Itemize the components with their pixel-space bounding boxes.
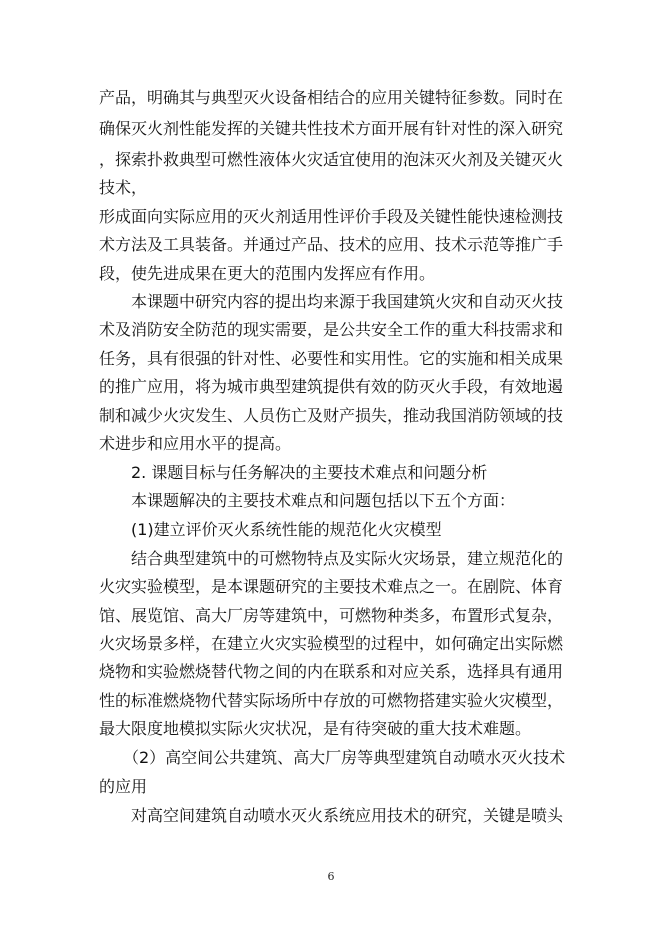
text-line-21: 烧物和实验燃烧替代物之间的内在联系和对应关系，选择具有通用: [99, 662, 564, 681]
text-line-26: 对高空间建筑自动喷水灭火系统应用技术的研究，关键是喷头: [99, 806, 564, 825]
text-line-7: 段，使先进成果在更大的范围内发挥应有作用。: [99, 264, 436, 283]
text-line-10: 任务，具有很强的针对性、必要性和实用性。它的实施和相关成果: [99, 349, 564, 368]
text-line-22: 性的标准燃烧物代替实际场所中存放的可燃物搭建实验火灾模型，: [99, 691, 564, 710]
subheading-2: （2）高空间公共建筑、高大厂房等典型建筑自动喷水灭火技术: [99, 748, 566, 767]
text-line-12: 制和减少火灾发生、人员伤亡及财产损失，推动我国消防领域的技: [99, 406, 564, 425]
text-line-13: 术进步和应用水平的提高。: [99, 434, 292, 453]
text-line-20: 火灾场景多样，在建立火灾实验模型的过程中，如何确定出实际燃: [99, 634, 564, 653]
text-line-8: 本课题中研究内容的提出均来源于我国建筑火灾和自动灭火技: [99, 292, 564, 311]
text-line-9: 术及消防安全防范的现实需要，是公共安全工作的重大科技需求和: [99, 320, 564, 339]
text-line-11: 的推广应用，将为城市典型建筑提供有效的防灭火手段，有效地遏: [99, 377, 564, 396]
text-line-18: 火灾实验模型，是本课题研究的主要技术难点之一。在剧院、体育: [99, 577, 564, 596]
text-line-5: 形成面向实际应用的灭火剂适用性评价手段及关键性能快速检测技: [99, 207, 564, 226]
section-heading-2: 2. 课题目标与任务解决的主要技术难点和问题分析: [99, 463, 488, 482]
text-line-15: 本课题解决的主要技术难点和问题包括以下五个方面：: [99, 491, 516, 510]
text-line-17: 结合典型建筑中的可燃物特点及实际火灾场景，建立规范化的: [99, 549, 564, 568]
subheading-1: (1)建立评价灭火系统性能的规范化火灾模型: [99, 520, 442, 539]
page-number: 6: [327, 870, 335, 883]
text-line-2: 确保灭火剂性能发挥的关键共性技术方面开展有针对性的深入研究: [99, 119, 564, 138]
text-line-4: 技术，: [99, 178, 148, 197]
text-line-25: 的应用: [99, 777, 148, 796]
text-line-3: ，探索扑救典型可燃性液体火灾适宜使用的泡沫灭火剂及关键灭火: [99, 150, 564, 169]
text-line-23: 最大限度地模拟实际火灾状况，是有待突破的重大技术难题。: [99, 719, 532, 738]
text-line-19: 馆、展览馆、高大厂房等建筑中，可燃物种类多，布置形式复杂，: [99, 606, 564, 625]
text-line-6: 术方法及工具装备。并通过产品、技术的应用、技术示范等推广手: [99, 235, 564, 254]
text-line-1: 产品，明确其与典型灭火设备相结合的应用关键特征参数。同时在: [99, 88, 564, 107]
